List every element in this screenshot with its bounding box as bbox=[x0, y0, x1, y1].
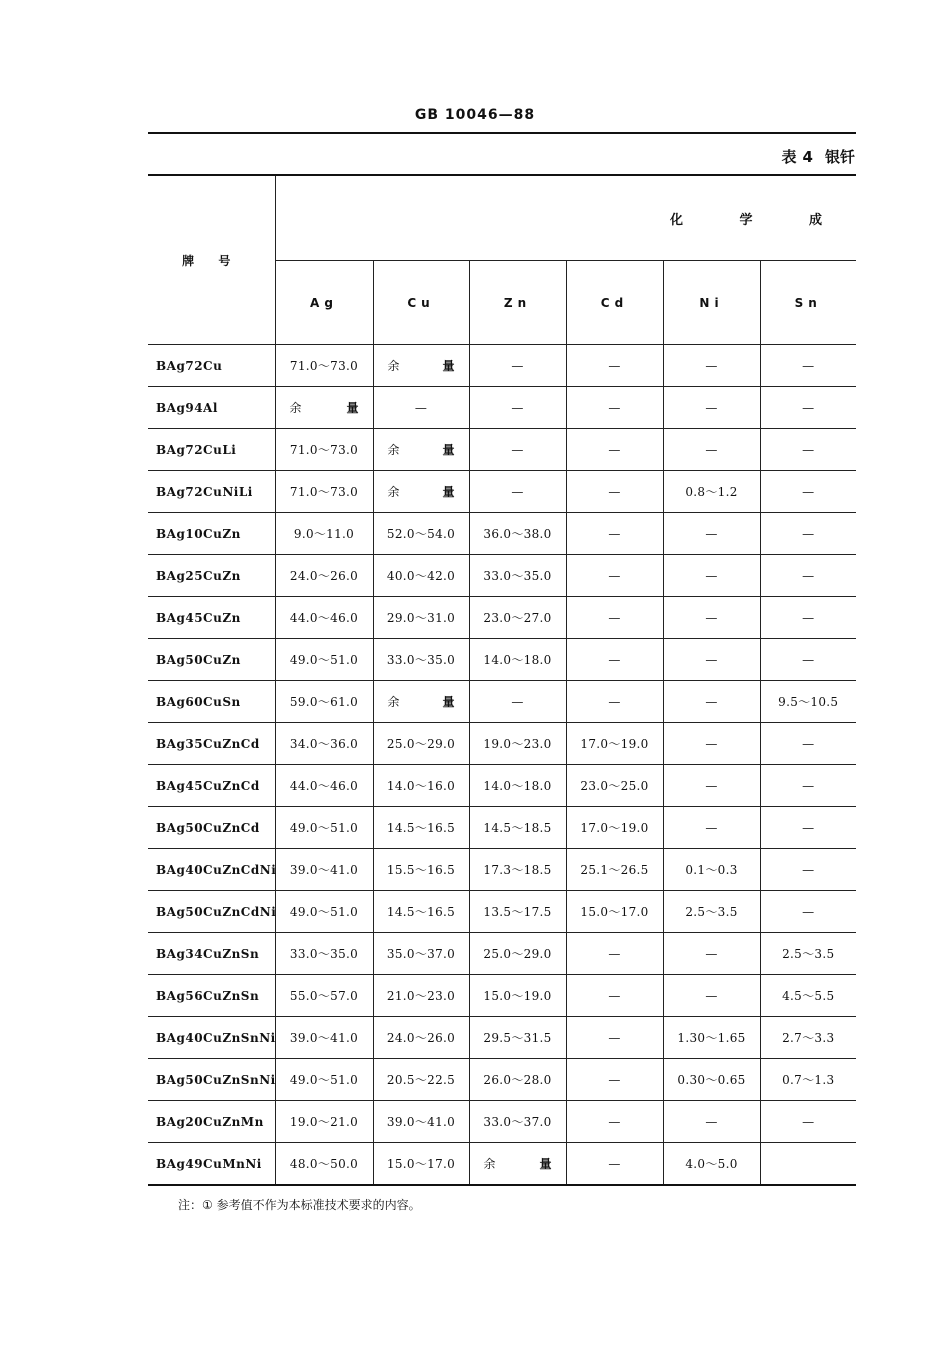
value-cell-cd: — bbox=[566, 1101, 663, 1143]
chemical-composition-header bbox=[275, 175, 856, 261]
table-row bbox=[148, 807, 856, 849]
table-row bbox=[148, 639, 856, 681]
value-cell-ag: 33.0～35.0 bbox=[275, 933, 373, 975]
value-cell-cu: 21.0～23.0 bbox=[373, 975, 469, 1017]
grade-cell: BAg40CuZnSnNi bbox=[148, 1017, 275, 1059]
value-cell-ag: 59.0～61.0 bbox=[275, 681, 373, 723]
value-cell-ni: — bbox=[663, 597, 760, 639]
table-row bbox=[148, 555, 856, 597]
grade-cell: BAg10CuZn bbox=[148, 513, 275, 555]
table-row bbox=[148, 1017, 856, 1059]
value-cell-ni: 4.0～5.0 bbox=[663, 1143, 760, 1186]
value-cell-sn: 2.5～3.5 bbox=[760, 933, 856, 975]
value-cell-sn: 2.7～3.3 bbox=[760, 1017, 856, 1059]
value-cell-cd: — bbox=[566, 681, 663, 723]
value-cell-cu: 29.0～31.0 bbox=[373, 597, 469, 639]
value-cell-sn: — bbox=[760, 723, 856, 765]
element-header-ni: Ni bbox=[663, 261, 760, 345]
value-cell-cd: — bbox=[566, 975, 663, 1017]
value-cell-sn: — bbox=[760, 849, 856, 891]
value-cell-ni: — bbox=[663, 555, 760, 597]
value-cell-cu: 35.0～37.0 bbox=[373, 933, 469, 975]
value-cell-cu: 40.0～42.0 bbox=[373, 555, 469, 597]
table-row bbox=[148, 387, 856, 429]
value-cell-ag: 71.0～73.0 bbox=[275, 345, 373, 387]
balance-text-1: 余 bbox=[289, 401, 302, 415]
balance-text-1: 余 bbox=[483, 1157, 496, 1171]
value-cell-zn: — bbox=[469, 387, 566, 429]
balance-text-2: 量 bbox=[442, 695, 455, 709]
grade-cell: BAg94Al bbox=[148, 387, 275, 429]
grade-cell: BAg20CuZnMn bbox=[148, 1101, 275, 1143]
value-cell-ni: 0.8～1.2 bbox=[663, 471, 760, 513]
value-cell-cd: — bbox=[566, 555, 663, 597]
value-cell-ag: 55.0～57.0 bbox=[275, 975, 373, 1017]
value-cell-cd: — bbox=[566, 471, 663, 513]
value-cell-sn: — bbox=[760, 807, 856, 849]
balance-text-2: 量 bbox=[442, 359, 455, 373]
value-cell-zn: 14.0～18.0 bbox=[469, 639, 566, 681]
value-cell-sn: 4.5～5.5 bbox=[760, 975, 856, 1017]
grade-cell: BAg60CuSn bbox=[148, 681, 275, 723]
balance-cell-zn bbox=[469, 1143, 566, 1186]
value-cell-zn: — bbox=[469, 681, 566, 723]
balance-text-1: 余 bbox=[387, 359, 400, 373]
value-cell-cd: 23.0～25.0 bbox=[566, 765, 663, 807]
table-row bbox=[148, 597, 856, 639]
table-row bbox=[148, 765, 856, 807]
value-cell-zn: 33.0～37.0 bbox=[469, 1101, 566, 1143]
grade-cell: BAg35CuZnCd bbox=[148, 723, 275, 765]
balance-cell-cu bbox=[373, 429, 469, 471]
balance-text-1: 余 bbox=[387, 485, 400, 499]
value-cell-ni: 0.30～0.65 bbox=[663, 1059, 760, 1101]
grade-cell: BAg50CuZnCdNi bbox=[148, 891, 275, 933]
value-cell-zn: 25.0～29.0 bbox=[469, 933, 566, 975]
value-cell-sn: — bbox=[760, 639, 856, 681]
value-cell-zn: 14.5～18.5 bbox=[469, 807, 566, 849]
value-cell-cd: — bbox=[566, 1143, 663, 1186]
value-cell-cu: 14.5～16.5 bbox=[373, 807, 469, 849]
value-cell-ag: 34.0～36.0 bbox=[275, 723, 373, 765]
value-cell-zn: 33.0～35.0 bbox=[469, 555, 566, 597]
table-row bbox=[148, 513, 856, 555]
value-cell-cu: — bbox=[373, 387, 469, 429]
grade-column-header: 牌 号 bbox=[148, 175, 275, 345]
table-row bbox=[148, 345, 856, 387]
value-cell-ag: 44.0～46.0 bbox=[275, 597, 373, 639]
value-cell-ni: — bbox=[663, 933, 760, 975]
value-cell-cd: — bbox=[566, 933, 663, 975]
element-header-ag: Ag bbox=[275, 261, 373, 345]
value-cell-sn: — bbox=[760, 513, 856, 555]
balance-text-2: 量 bbox=[442, 443, 455, 457]
table-row bbox=[148, 1143, 856, 1186]
value-cell-ag: 39.0～41.0 bbox=[275, 849, 373, 891]
table-row bbox=[148, 429, 856, 471]
table-row bbox=[148, 723, 856, 765]
balance-text-2: 量 bbox=[442, 485, 455, 499]
grade-cell: BAg50CuZn bbox=[148, 639, 275, 681]
grade-cell: BAg50CuZnSnNi bbox=[148, 1059, 275, 1101]
value-cell-zn: 14.0～18.0 bbox=[469, 765, 566, 807]
table-row bbox=[148, 471, 856, 513]
value-cell-cu: 15.0～17.0 bbox=[373, 1143, 469, 1186]
grade-cell: BAg25CuZn bbox=[148, 555, 275, 597]
value-cell-ni: — bbox=[663, 765, 760, 807]
value-cell-ni: — bbox=[663, 387, 760, 429]
value-cell-sn: — bbox=[760, 471, 856, 513]
value-cell-ag: 49.0～51.0 bbox=[275, 1059, 373, 1101]
value-cell-sn: — bbox=[760, 597, 856, 639]
value-cell-sn: 9.5～10.5 bbox=[760, 681, 856, 723]
value-cell-cu: 25.0～29.0 bbox=[373, 723, 469, 765]
value-cell-ni: 0.1～0.3 bbox=[663, 849, 760, 891]
value-cell-ni: — bbox=[663, 807, 760, 849]
value-cell-cu: 33.0～35.0 bbox=[373, 639, 469, 681]
value-cell-ag: 49.0～51.0 bbox=[275, 807, 373, 849]
value-cell-ni: 2.5～3.5 bbox=[663, 891, 760, 933]
value-cell-ag: 49.0～51.0 bbox=[275, 639, 373, 681]
value-cell-ni: — bbox=[663, 723, 760, 765]
value-cell-ni: — bbox=[663, 975, 760, 1017]
value-cell-ni: 1.30～1.65 bbox=[663, 1017, 760, 1059]
value-cell-sn bbox=[760, 1143, 856, 1186]
value-cell-ni: — bbox=[663, 513, 760, 555]
grade-cell: BAg72CuNiLi bbox=[148, 471, 275, 513]
top-rule bbox=[148, 132, 856, 134]
value-cell-ag: 24.0～26.0 bbox=[275, 555, 373, 597]
balance-text-2: 量 bbox=[539, 1157, 552, 1171]
table-row bbox=[148, 891, 856, 933]
value-cell-ni: — bbox=[663, 345, 760, 387]
grade-cell: BAg45CuZn bbox=[148, 597, 275, 639]
balance-cell-cu bbox=[373, 471, 469, 513]
table-row bbox=[148, 1059, 856, 1101]
value-cell-cd: — bbox=[566, 639, 663, 681]
value-cell-cd: 25.1～26.5 bbox=[566, 849, 663, 891]
value-cell-cu: 52.0～54.0 bbox=[373, 513, 469, 555]
table-note: 注：① 参考值不作为本标准技术要求的内容。 bbox=[178, 1198, 421, 1212]
table-row bbox=[148, 1101, 856, 1143]
value-cell-zn: 23.0～27.0 bbox=[469, 597, 566, 639]
value-cell-sn: — bbox=[760, 387, 856, 429]
value-cell-cd: — bbox=[566, 1017, 663, 1059]
value-cell-ag: 9.0～11.0 bbox=[275, 513, 373, 555]
value-cell-cd: 15.0～17.0 bbox=[566, 891, 663, 933]
standard-number: GB 10046—88 bbox=[414, 107, 536, 123]
value-cell-cu: 20.5～22.5 bbox=[373, 1059, 469, 1101]
composition-table bbox=[148, 174, 856, 1186]
value-cell-sn: — bbox=[760, 555, 856, 597]
value-cell-sn: — bbox=[760, 429, 856, 471]
value-cell-cd: — bbox=[566, 1059, 663, 1101]
grade-cell: BAg56CuZnSn bbox=[148, 975, 275, 1017]
value-cell-zn: 36.0～38.0 bbox=[469, 513, 566, 555]
chemical-composition-label: 化 学 成 bbox=[669, 212, 848, 228]
value-cell-cu: 14.5～16.5 bbox=[373, 891, 469, 933]
value-cell-ni: — bbox=[663, 681, 760, 723]
value-cell-cd: — bbox=[566, 513, 663, 555]
balance-text-1: 余 bbox=[387, 695, 400, 709]
value-cell-sn: — bbox=[760, 345, 856, 387]
balance-text-2: 量 bbox=[346, 401, 359, 415]
value-cell-cu: 39.0～41.0 bbox=[373, 1101, 469, 1143]
value-cell-zn: 15.0～19.0 bbox=[469, 975, 566, 1017]
value-cell-sn: 0.7～1.3 bbox=[760, 1059, 856, 1101]
table-row bbox=[148, 933, 856, 975]
balance-text-1: 余 bbox=[387, 443, 400, 457]
table-row bbox=[148, 681, 856, 723]
caption-number: 4 bbox=[802, 148, 813, 166]
caption-label: 表 bbox=[781, 148, 797, 166]
value-cell-zn: — bbox=[469, 345, 566, 387]
table-row bbox=[148, 975, 856, 1017]
value-cell-cd: — bbox=[566, 345, 663, 387]
grade-cell: BAg34CuZnSn bbox=[148, 933, 275, 975]
grade-cell: BAg72CuLi bbox=[148, 429, 275, 471]
value-cell-ag: 71.0～73.0 bbox=[275, 429, 373, 471]
value-cell-ag: 44.0～46.0 bbox=[275, 765, 373, 807]
value-cell-sn: — bbox=[760, 1101, 856, 1143]
value-cell-cd: 17.0～19.0 bbox=[566, 723, 663, 765]
value-cell-cd: — bbox=[566, 429, 663, 471]
value-cell-ni: — bbox=[663, 1101, 760, 1143]
value-cell-ag: 71.0～73.0 bbox=[275, 471, 373, 513]
value-cell-ag: 48.0～50.0 bbox=[275, 1143, 373, 1186]
element-header-cu: Cu bbox=[373, 261, 469, 345]
value-cell-zn: 26.0～28.0 bbox=[469, 1059, 566, 1101]
value-cell-zn: 13.5～17.5 bbox=[469, 891, 566, 933]
value-cell-cd: — bbox=[566, 597, 663, 639]
value-cell-sn: — bbox=[760, 765, 856, 807]
value-cell-ag: 19.0～21.0 bbox=[275, 1101, 373, 1143]
balance-cell-cu bbox=[373, 681, 469, 723]
value-cell-cd: 17.0～19.0 bbox=[566, 807, 663, 849]
balance-cell-ag bbox=[275, 387, 373, 429]
balance-cell-cu bbox=[373, 345, 469, 387]
grade-cell: BAg72Cu bbox=[148, 345, 275, 387]
table-caption bbox=[782, 146, 855, 167]
value-cell-cu: 24.0～26.0 bbox=[373, 1017, 469, 1059]
value-cell-ag: 39.0～41.0 bbox=[275, 1017, 373, 1059]
value-cell-zn: — bbox=[469, 429, 566, 471]
value-cell-zn: 29.5～31.5 bbox=[469, 1017, 566, 1059]
value-cell-zn: 17.3～18.5 bbox=[469, 849, 566, 891]
grade-cell: BAg40CuZnCdNi bbox=[148, 849, 275, 891]
table-row bbox=[148, 849, 856, 891]
grade-cell: BAg50CuZnCd bbox=[148, 807, 275, 849]
value-cell-ni: — bbox=[663, 639, 760, 681]
value-cell-sn: — bbox=[760, 891, 856, 933]
value-cell-zn: — bbox=[469, 471, 566, 513]
element-header-zn: Zn bbox=[469, 261, 566, 345]
grade-cell: BAg45CuZnCd bbox=[148, 765, 275, 807]
value-cell-zn: 19.0～23.0 bbox=[469, 723, 566, 765]
caption-title: 银钎 bbox=[824, 148, 855, 166]
value-cell-ag: 49.0～51.0 bbox=[275, 891, 373, 933]
grade-cell: BAg49CuMnNi bbox=[148, 1143, 275, 1186]
value-cell-cu: 15.5～16.5 bbox=[373, 849, 469, 891]
element-header-cd: Cd bbox=[566, 261, 663, 345]
value-cell-cd: — bbox=[566, 387, 663, 429]
value-cell-cu: 14.0～16.0 bbox=[373, 765, 469, 807]
value-cell-ni: — bbox=[663, 429, 760, 471]
element-header-sn: Sn bbox=[760, 261, 856, 345]
